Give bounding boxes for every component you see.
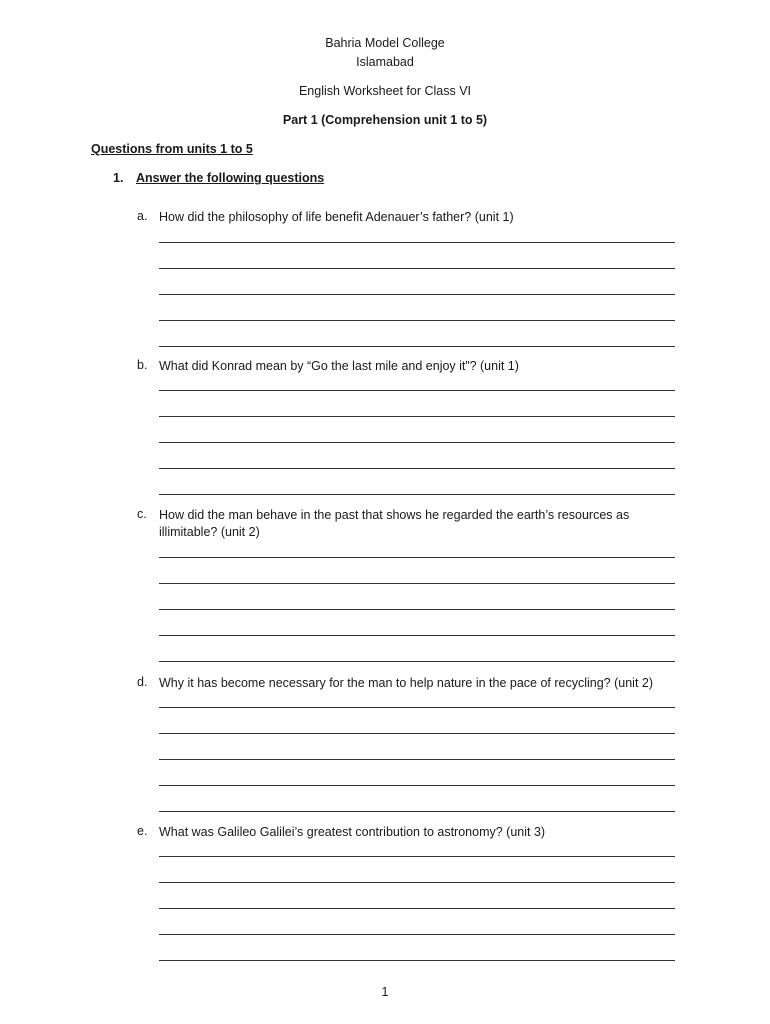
answer-line[interactable]: [159, 390, 675, 391]
question-text: How did the philosophy of life benefit Adenauer’s father? (unit 1): [159, 210, 514, 224]
question-letter: e.: [137, 824, 148, 838]
answer-line[interactable]: [159, 759, 675, 760]
answer-line[interactable]: [159, 294, 675, 295]
answer-line[interactable]: [159, 785, 675, 786]
section-heading: Questions from units 1 to 5: [91, 142, 253, 156]
question-letter: a.: [137, 209, 148, 223]
answer-line[interactable]: [159, 609, 675, 610]
part-title: Part 1 (Comprehension unit 1 to 5): [282, 113, 488, 127]
question-letter: d.: [137, 675, 148, 689]
answer-line[interactable]: [159, 320, 675, 321]
question-letter: b.: [137, 358, 148, 372]
answer-line[interactable]: [159, 733, 675, 734]
answer-line[interactable]: [159, 583, 675, 584]
question-text: Why it has become necessary for the man to help nature in the pace of recycling? (unit 2): [159, 676, 654, 690]
worksheet-title: English Worksheet for Class VI: [298, 84, 472, 98]
instruction-number: 1.: [113, 171, 124, 185]
answer-line[interactable]: [159, 442, 675, 443]
question-text: What was Galileo Galilei’s greatest contribution to astronomy? (unit 3): [159, 825, 546, 839]
answer-line[interactable]: [159, 908, 675, 909]
question-text: How did the man behave in the past that shows he regarded the earth’s resources as illimitable? (unit 2): [159, 508, 630, 539]
answer-line[interactable]: [159, 882, 675, 883]
question-text: What did Konrad mean by “Go the last mile and enjoy it”? (unit 1): [159, 359, 519, 373]
answer-line[interactable]: [159, 960, 675, 961]
answer-line[interactable]: [159, 635, 675, 636]
answer-line[interactable]: [159, 856, 675, 857]
answer-line[interactable]: [159, 934, 675, 935]
school-city: Islamabad: [356, 55, 414, 69]
answer-line[interactable]: [159, 661, 675, 662]
answer-line[interactable]: [159, 494, 675, 495]
answer-line[interactable]: [159, 557, 675, 558]
instruction-text: Answer the following questions: [136, 171, 325, 185]
answer-line[interactable]: [159, 707, 675, 708]
page-number: 1: [381, 985, 389, 999]
answer-line[interactable]: [159, 416, 675, 417]
answer-line[interactable]: [159, 242, 675, 243]
answer-line[interactable]: [159, 811, 675, 812]
answer-line[interactable]: [159, 468, 675, 469]
answer-line[interactable]: [159, 268, 675, 269]
school-name: Bahria Model College: [325, 36, 445, 50]
answer-line[interactable]: [159, 346, 675, 347]
question-letter: c.: [137, 507, 147, 521]
